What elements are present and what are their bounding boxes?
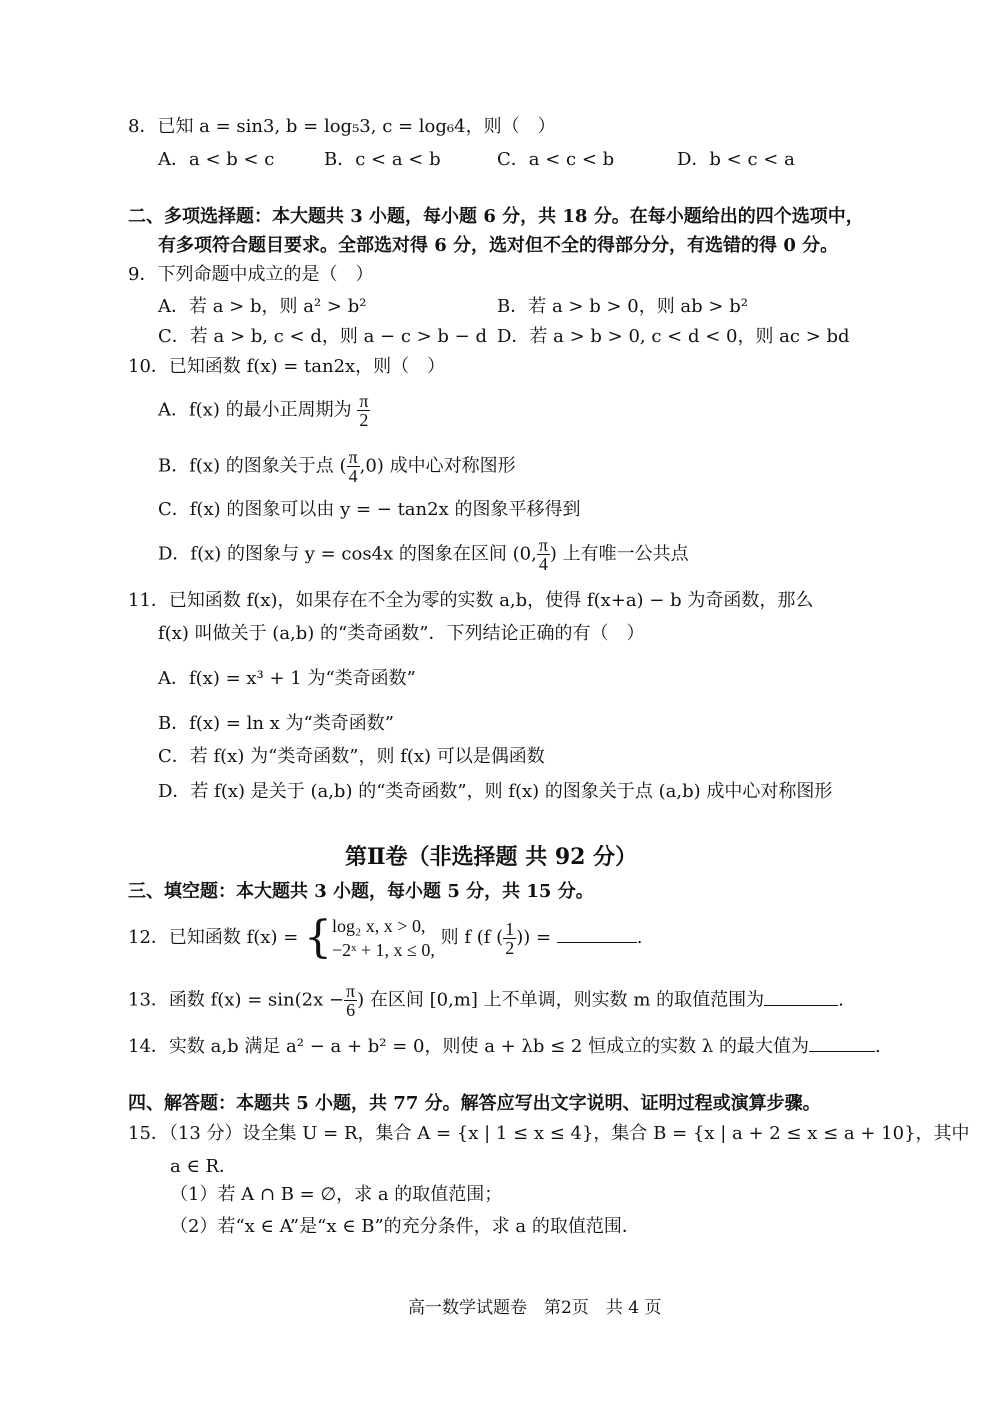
question-15-part-1: （1）若 A ∩ B = ∅，求 a 的取值范围； [170, 1184, 503, 1205]
question-15-part-2: （2）若“x ∈ A”是“x ∈ B”的充分条件，求 a 的取值范围． [170, 1216, 640, 1237]
question-11-stem-line-1: 11．已知函数 f(x)，如果存在不全为零的实数 a,b，使得 f(x+a) − b 为奇函数，那么 [128, 590, 814, 611]
question-11-option-c: C．若 f(x) 为“类奇函数”，则 f(x) 可以是偶函数 [158, 746, 545, 767]
question-9-option-c: C．若 a > b, c < d，则 a − c > b − d [158, 326, 488, 347]
question-15-stem-line-2: a ∈ R． [170, 1156, 238, 1177]
question-11-option-d: D．若 f(x) 是关于 (a,b) 的“类奇函数”，则 f(x) 的图象关于点 (a,b) 成中心对称图形 [158, 781, 833, 802]
question-14: 14．实数 a,b 满足 a² − a + b² = 0，则使 a + λb ≤ 2 恒成立的实数 λ 的最大值为 . [128, 1036, 881, 1057]
question-8-option-b: B．c < a < b [324, 149, 441, 170]
fraction-pi-over-4: $\frac{\pi}{4}$ [538, 535, 548, 574]
fraction-pi-over-2: $\frac{\pi}{2}$ [359, 391, 369, 430]
answer-blank-12[interactable] [557, 926, 637, 943]
question-9-option-b: B．若 a > b > 0，则 ab > b² [497, 296, 748, 317]
question-11-stem-line-2: f(x) 叫做关于 (a,b) 的“类奇函数”．下列结论正确的有（ ） [158, 623, 645, 644]
section-3-heading: 三、填空题：本大题共 3 小题，每小题 5 分，共 15 分。 [128, 881, 594, 902]
section-2-heading: 二、多项选择题：本大题共 3 小题，每小题 6 分，共 18 分。在每小题给出的四个选项中， [128, 206, 864, 227]
question-9-stem: 9．下列命题中成立的是（ ） [128, 264, 374, 285]
question-9-option-a: A．若 a > b，则 a² > b² [158, 296, 367, 317]
answer-blank-13[interactable] [764, 989, 838, 1006]
question-8-stem: 8．已知 a = sin3, b = log₅3, c = log₆4，则（ ） [128, 116, 556, 137]
question-10-option-d: D．f(x) 的图象与 y = cos4x 的图象在区间 (0, $\frac{\pi}{4}$ ) 上有唯一公共点 [158, 535, 689, 574]
question-12: 12．已知函数 f(x) = { log₂ x, x > 0, −2ˣ + 1, x ≤ 0, 则 f (f ( $\frac{1}{2}$ )) = . [128, 912, 643, 963]
page-footer: 高一数学试题卷 第2页 共 4 页 [408, 1298, 662, 1318]
question-8-option-c: C．a < c < b [497, 149, 615, 170]
section-4-heading: 四、解答题：本题共 5 小题，共 77 分。解答应写出文字说明、证明过程或演算步骤。 [128, 1093, 821, 1114]
question-15-stem-line-1: 15．（13 分）设全集 U = R，集合 A = {x | 1 ≤ x ≤ 4}，集合 B = {x | a + 2 ≤ x ≤ a + 10}，其中 [128, 1123, 970, 1144]
question-8-option-d: D．b < c < a [677, 149, 795, 170]
question-9-option-d: D．若 a > b > 0, c < d < 0，则 ac > bd [497, 326, 850, 347]
question-8-option-a: A．a < b < c [158, 149, 275, 170]
question-10-stem: 10．已知函数 f(x) = tan2x，则（ ） [128, 356, 446, 377]
fraction-pi-over-6: $\frac{\pi}{6}$ [346, 981, 356, 1020]
fraction-one-half: $\frac{1}{2}$ [505, 918, 515, 958]
fraction-pi-over-4: $\frac{\pi}{4}$ [348, 447, 358, 486]
question-10-option-a: A．f(x) 的最小正周期为 $\frac{\pi}{2}$ [158, 391, 369, 430]
piecewise-cases: log₂ x, x > 0, −2ˣ + 1, x ≤ 0, [332, 916, 435, 960]
left-brace-icon: { [304, 912, 333, 963]
section-2-instructions: 有多项符合题目要求。全部选对得 6 分，选对但不全的得部分分，有选错的得 0 分。 [158, 235, 839, 256]
answer-blank-14[interactable] [809, 1035, 875, 1052]
question-11-option-a: A．f(x) = x³ + 1 为“类奇函数” [158, 668, 416, 689]
question-10-option-c: C．f(x) 的图象可以由 y = − tan2x 的图象平移得到 [158, 499, 581, 520]
question-13: 13．函数 f(x) = sin(2x − $\frac{\pi}{6}$ ) 在区间 [0,m] 上不单调，则实数 m 的取值范围为 . [128, 981, 844, 1020]
part-2-title: 第Ⅱ卷（非选择题 共 92 分） [345, 844, 638, 870]
question-10-option-b: B．f(x) 的图象关于点 ( $\frac{\pi}{4}$ ,0) 成中心对称图形 [158, 447, 516, 486]
question-11-option-b: B．f(x) = ln x 为“类奇函数” [158, 713, 394, 734]
